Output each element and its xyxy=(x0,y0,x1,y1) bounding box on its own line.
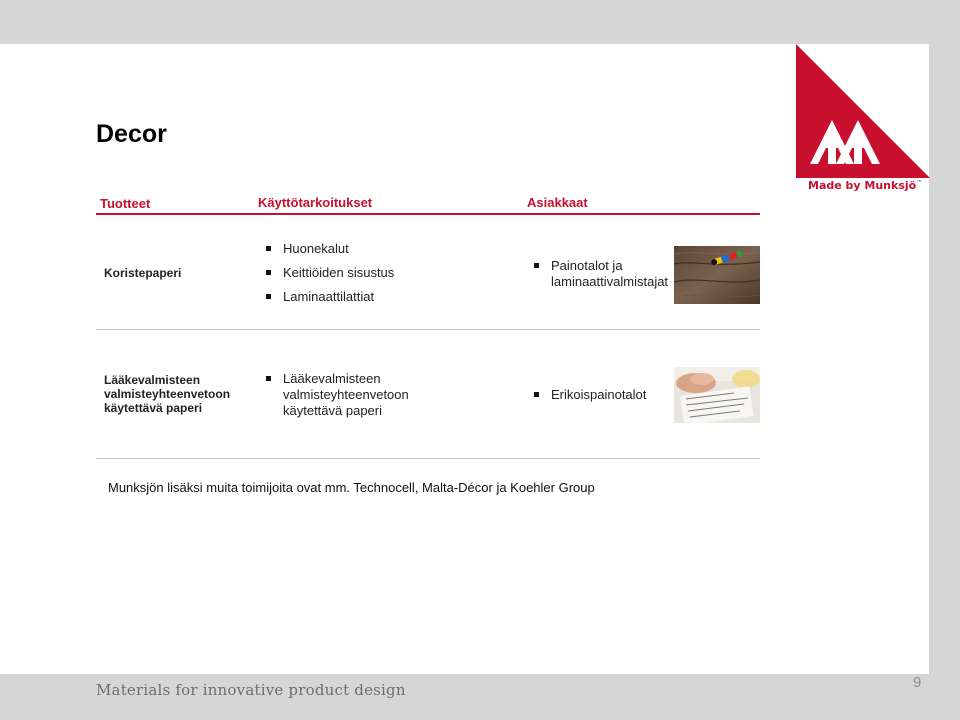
row1-customers-list xyxy=(533,258,673,290)
list-item: Painotalot ja laminaattivalmistajat xyxy=(533,258,673,290)
row-divider xyxy=(96,329,760,330)
logo-caption: Made by Munksjö™ xyxy=(808,179,923,192)
row2-uses-list xyxy=(265,371,435,419)
page-number: 9 xyxy=(913,674,922,691)
note-text: Munksjön lisäksi muita toimijoita ovat mm. Technocell, Malta-Décor ja Koehler Group xyxy=(108,480,595,495)
row2-product: Lääkevalmisteen valmisteyhteenvetoon käytettävä paperi xyxy=(104,373,231,415)
row2-customers-list xyxy=(533,387,646,403)
list-item: Erikoispainotalot xyxy=(533,387,646,403)
row-divider xyxy=(96,458,760,459)
list-item: Laminaattilattiat xyxy=(265,289,394,305)
page-title: Decor xyxy=(96,120,167,148)
row1-product: Koristepaperi xyxy=(104,266,182,280)
list-item: Keittiöiden sisustus xyxy=(265,265,394,281)
row1-uses-list xyxy=(265,241,394,305)
col-header-customers: Asiakkaat xyxy=(527,195,588,210)
header-divider xyxy=(96,213,760,215)
col-header-uses: Käyttötarkoitukset xyxy=(258,195,373,210)
laminate-floor-photo xyxy=(674,246,760,304)
footer-tagline: Materials for innovative product design xyxy=(96,681,406,699)
col-header-products: Tuotteet xyxy=(100,196,151,211)
list-item: Huonekalut xyxy=(265,241,394,257)
munksjo-logo xyxy=(796,44,930,196)
list-item: Lääkevalmisteen valmisteyhteenvetoon käytettävä paperi xyxy=(265,371,435,419)
medicine-leaflet-photo xyxy=(674,367,760,423)
